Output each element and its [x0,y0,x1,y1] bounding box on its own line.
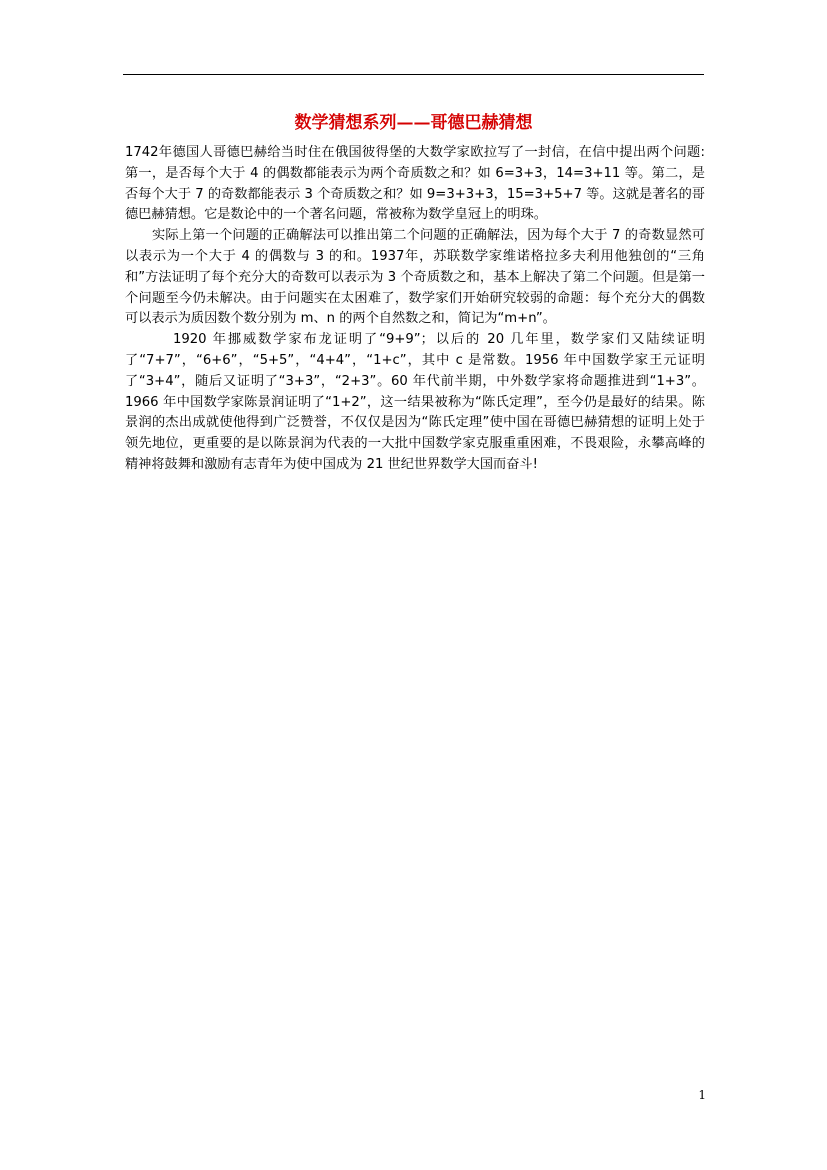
header-rule [123,74,704,75]
document-title: 数学猜想系列——哥德巴赫猜想 [294,113,533,133]
paragraph-intro: 1742年德国人哥德巴赫给当时住在俄国彼得堡的大数学家欧拉写了一封信，在信中提出两个问题: 第一，是否每个大于 4 的偶数都能表示为两个奇质数之和？如 6=3+3，14=3+11 等。第二，是否每个大于 7 的奇数都能表示 3 个奇质数之和？如 9=3+3+3，15=3+5+7 等。这就是著名的哥德巴赫猜想。它是数论中的一个著名问题，常被称为数学皇冠上的明珠。 [125,145,705,223]
paragraph-progress: 1920 年挪威数学家布龙证明了“9+9”；以后的 20 几年里，数学家们又陆续证明了“7+7”，“6+6”，“5+5”，“4+4”，“1+c”，其中 c 是常数。1956 年中国数学家王元证明了“3+4”，随后又证明了“3+3”，“2+3”。60 年代前半期，中外数学家将命题推进到“1+3”。1966 年中国数学家陈景润证明了“1+2”，这一结果被称为“陈氏定理”，至今仍是最好的结果。陈景润的杰出成就使他得到广泛赞誉，不仅仅是因为“陈氏定理”使中国在哥德巴赫猜想的证明上处于领先地位，更重要的是以陈景润为代表的一大批中国数学家克服重重困难，不畏艰险，永攀高峰的精神将鼓舞和激励有志青年为使中国成为 21 世纪世界数学大国而奋斗! [125,332,705,472]
document-body [125,143,705,476]
paragraph-history: 实际上第一个问题的正确解法可以推出第二个问题的正确解法，因为每个大于 7 的奇数显然可以表示为一个大于 4 的偶数与 3 的和。1937年，苏联数学家维诺格拉多夫利用他独创的“三角和”方法证明了每个充分大的奇数可以表示为 3 个奇质数之和，基本上解决了第二个问题。但是第一个问题至今仍未解决。由于问题实在太困难了，数学家们开始研究较弱的命题：每个充分大的偶数可以表示为质因数个数分别为 m、n 的两个自然数之和，简记为“m+n”。 [125,228,705,327]
page-number: 1 [698,1088,706,1102]
